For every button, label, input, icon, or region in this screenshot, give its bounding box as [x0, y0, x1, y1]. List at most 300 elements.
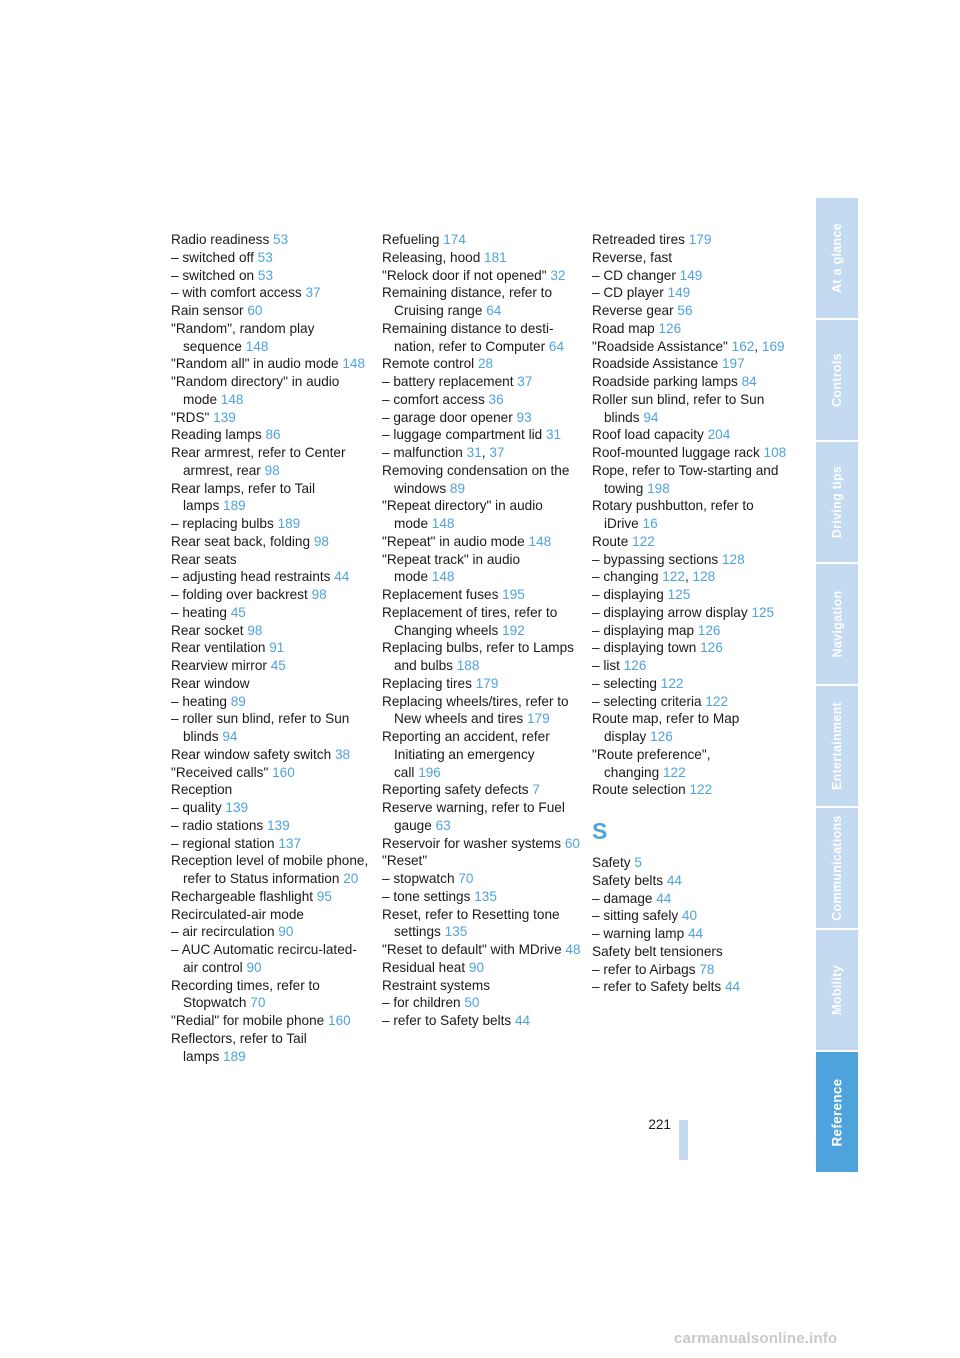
index-entry-text: – refer to Safety belts [382, 1013, 512, 1028]
index-entry-text: – for children [382, 995, 461, 1011]
index-entry [171, 1012, 371, 1030]
index-entry [171, 781, 371, 799]
index-entry [171, 284, 371, 302]
index-entry [382, 604, 582, 640]
page-reference-link[interactable]: 45 [230, 604, 246, 620]
page-reference-link[interactable]: 28 [477, 356, 494, 372]
page-reference-link[interactable]: 53 [273, 232, 289, 247]
index-entry-text: – displaying map [592, 622, 695, 638]
index-entry-text: Safety belt tensioners [592, 943, 723, 959]
page-reference-link[interactable]: 70 [458, 871, 474, 886]
page-reference-link[interactable]: 122 [662, 569, 685, 585]
index-entry-text: "Reset to default" with MDrive [382, 942, 562, 957]
page-reference-link[interactable]: 40 [681, 908, 698, 924]
tab-label: Communications [830, 815, 845, 921]
index-entry [592, 373, 792, 391]
page-reference-link[interactable]: 7 [532, 782, 540, 798]
index-entry-text: Replacing bulbs, refer to Lamps and bulbs [382, 640, 574, 673]
index-entry [592, 890, 792, 908]
page-reference-link[interactable]: 31 [466, 445, 482, 460]
page-reference-link[interactable]: 98 [264, 462, 280, 478]
index-entry-text: Reserve warning, refer to Fuel gauge [382, 800, 565, 833]
page-reference-link[interactable]: 126 [658, 320, 682, 336]
index-entry-text: – AUC Automatic recircu-lated-air control [171, 942, 357, 975]
page-reference-link[interactable]: 135 [474, 888, 497, 904]
index-entry [171, 941, 371, 977]
page-reference-link[interactable]: 78 [699, 961, 715, 977]
index-entry [592, 284, 792, 302]
index-entry [382, 231, 582, 249]
index-entry [592, 391, 792, 427]
index-entry-text: – comfort access [382, 391, 485, 407]
index-entry-text: – displaying town [592, 640, 697, 656]
page-reference-link[interactable]: 89 [230, 693, 246, 709]
index-entry [171, 267, 371, 285]
index-entry [171, 675, 371, 693]
page-reference-link[interactable]: 60 [247, 303, 263, 318]
page-reference-link[interactable]: 5 [634, 855, 642, 870]
page-reference-link[interactable]: 162 [731, 338, 755, 354]
page-reference-link[interactable]: 44 [725, 979, 741, 995]
index-entry [382, 693, 582, 729]
page-reference-link[interactable]: 56 [677, 303, 693, 318]
index-entry [171, 852, 371, 888]
index-letter-heading: S [592, 818, 608, 844]
index-entry-text: Releasing, hood [382, 249, 481, 265]
index-entry [382, 870, 582, 888]
index-entry-text: Route map, refer to Map display [592, 711, 740, 744]
page-reference-link[interactable]: 95 [316, 888, 332, 904]
index-entry [171, 639, 371, 657]
index-entry [382, 320, 582, 356]
index-entry [592, 551, 792, 569]
index-entry-text: Residual heat [382, 959, 466, 975]
index-entry-text: – battery replacement [382, 374, 514, 389]
page-reference-link[interactable]: 90 [246, 959, 262, 975]
index-entry [171, 746, 371, 764]
index-entry-text: Rear ventilation [171, 640, 266, 656]
index-entry-text: – switched on [171, 267, 255, 283]
page-reference-link[interactable]: 148 [431, 516, 455, 531]
tab-reference[interactable] [816, 1052, 858, 1172]
index-entry-text: – warning lamp [592, 926, 685, 941]
index-entry-text: Recirculated-air mode [171, 906, 304, 922]
index-entry-text: – CD player [592, 285, 664, 301]
index-entry [592, 943, 792, 961]
page-reference-link[interactable]: 149 [667, 285, 691, 301]
index-entry-text: – heating [171, 693, 227, 709]
index-entry-text: – luggage compartment lid [382, 427, 543, 443]
page-reference-link[interactable]: 37 [489, 445, 505, 460]
tab-navigation[interactable] [816, 564, 858, 684]
tab-label: Driving tips [830, 465, 845, 539]
index-entry [171, 409, 371, 427]
page-reference-link[interactable]: 174 [443, 232, 466, 247]
index-entry-text: Safety belts [592, 872, 664, 888]
index-entry-text: Rain sensor [171, 303, 244, 318]
index-entry-text: Roadside Assistance [592, 356, 719, 372]
index-entry-text: Reporting an accident, refer Initiating an emergency call [382, 729, 550, 780]
index-entry [382, 728, 582, 781]
index-entry-text: – regional station [171, 835, 275, 851]
index-entry-text: Remaining distance to desti-nation, refer to Computer [382, 320, 554, 354]
page-reference-link[interactable]: 90 [278, 924, 294, 940]
index-column-1 [171, 231, 371, 1065]
index-entry-text: Rear window safety switch [171, 746, 332, 762]
index-entry-text: – radio stations [171, 817, 264, 833]
index-entry-text: Reporting safety defects [382, 782, 529, 798]
index-entry [592, 320, 792, 338]
index-entry [382, 1012, 582, 1030]
index-entry [171, 906, 371, 924]
index-entry-text: Recording times, refer to Stopwatch [171, 977, 320, 1011]
page-reference-link[interactable]: 94 [643, 409, 659, 425]
page-reference-link[interactable]: 179 [526, 711, 550, 727]
page-reference-link[interactable]: 192 [502, 622, 525, 638]
page-reference-link[interactable]: 44 [656, 890, 672, 906]
tab-label: Entertainment [830, 702, 845, 790]
index-entry [382, 462, 582, 498]
index-entry-text: "Random all" in audio mode [171, 356, 339, 372]
index-entry [382, 675, 582, 693]
index-entry-text: – list [592, 658, 620, 673]
index-entry-text: Roller sun blind, refer to Sun blinds [592, 391, 765, 425]
index-entry-text: – damage [592, 890, 653, 906]
index-entry [382, 267, 582, 285]
page-reference-link[interactable]: 139 [225, 800, 249, 815]
page-reference-link[interactable]: 126 [700, 640, 723, 656]
page-reference-link[interactable]: 32 [550, 267, 566, 283]
index-entry [171, 799, 371, 817]
page-reference-link[interactable]: 53 [257, 267, 274, 283]
index-entry [171, 622, 371, 640]
page-reference-link[interactable]: 70 [250, 995, 266, 1011]
page-reference-link[interactable]: 196 [418, 764, 441, 780]
index-entry-text: – stopwatch [382, 871, 455, 886]
page-number-bar [679, 1120, 688, 1160]
page-reference-link[interactable]: 195 [502, 587, 525, 602]
page-reference-link[interactable]: 148 [220, 391, 244, 407]
page-reference-link[interactable]: 122 [689, 782, 713, 798]
index-entry [171, 817, 371, 835]
index-entry [382, 551, 582, 587]
index-entry [171, 231, 371, 249]
index-column-3 [592, 231, 792, 996]
index-entry-text: Replacing wheels/tires, refer to New wheels and tires [382, 693, 569, 727]
page-reference-link[interactable]: 189 [223, 1048, 246, 1064]
index-entry-text: – with comfort access [171, 285, 302, 301]
page-reference-link[interactable]: 126 [697, 622, 721, 638]
index-entry-text: Replacing tires [382, 675, 472, 691]
tab-communications[interactable] [816, 808, 858, 928]
index-entry [171, 568, 371, 586]
index-entry [171, 302, 371, 320]
index-entry-text: – tone settings [382, 888, 471, 904]
tab-controls[interactable] [816, 320, 858, 440]
index-entry-text: "Repeat" in audio mode [382, 533, 525, 549]
index-entry-text: – switched off [171, 249, 254, 265]
page-reference-link[interactable]: 64 [548, 338, 565, 354]
page-reference-link[interactable]: 98 [313, 533, 329, 549]
page-reference-link[interactable]: 160 [272, 764, 295, 780]
index-entry-text: "Random", random play sequence [171, 320, 315, 354]
section-tabs [816, 198, 858, 1174]
page-number: 221 [648, 1117, 671, 1132]
page-reference-link[interactable]: 93 [516, 409, 532, 425]
index-entry-text: "Repeat directory" in audio mode [382, 498, 543, 531]
index-entry [382, 959, 582, 977]
index-entry-text: – garage door opener [382, 409, 513, 425]
tab-label: Controls [830, 353, 845, 407]
page-reference-link[interactable]: 148 [528, 533, 552, 549]
index-entry [171, 923, 371, 941]
page-reference-link[interactable]: 50 [464, 995, 480, 1011]
index-entry [382, 941, 582, 959]
index-entry-text: "Random directory" in audio mode [171, 374, 340, 407]
page-reference-link[interactable]: 37 [517, 374, 533, 389]
index-entry [171, 249, 371, 267]
index-entry-text: Remaining distance, refer to Cruising range [382, 285, 553, 318]
page-reference-link[interactable]: 204 [707, 427, 731, 443]
page-reference-link[interactable]: 122 [662, 764, 686, 780]
tab-driving-tips[interactable] [816, 442, 858, 562]
index-entry-text: Road map [592, 320, 655, 336]
page-reference-link[interactable]: 188 [456, 658, 480, 673]
index-entry-text: "Received calls" [171, 764, 269, 780]
index-entry [592, 444, 792, 462]
index-entry [592, 925, 792, 943]
index-entry [171, 444, 371, 480]
index-entry-text: – selecting [592, 675, 657, 691]
index-entry [592, 978, 792, 996]
index-entry-text: – displaying arrow display [592, 604, 748, 620]
index-entry-text: Retreaded tires [592, 232, 685, 247]
watermark: carmanualsonline.info [674, 1330, 838, 1347]
index-entry [592, 872, 792, 890]
index-entry-text: "Relock door if not opened" [382, 267, 547, 283]
index-entry-text: – air recirculation [171, 924, 275, 940]
index-entry-text: Refueling [382, 232, 440, 247]
index-entry-text: – replacing bulbs [171, 516, 274, 531]
page-reference-link[interactable]: 44 [687, 926, 704, 941]
index-entry-text: Reset, refer to Resetting tone settings [382, 906, 560, 940]
index-entry-text: Roadside parking lamps [592, 374, 738, 389]
index-entry [592, 657, 792, 675]
index-entry [592, 533, 792, 551]
page-reference-link[interactable]: 122 [705, 693, 729, 709]
page-reference-link[interactable]: 126 [650, 729, 673, 744]
index-entry [171, 888, 371, 906]
page-reference-link[interactable]: 31 [545, 427, 562, 443]
index-entry [171, 480, 371, 516]
index-entry [382, 426, 582, 444]
page-reference-link[interactable]: 38 [334, 746, 351, 762]
index-entry-text: Rear armrest, refer to Center armrest, rear [171, 445, 346, 478]
index-entry [592, 693, 792, 711]
page-reference-link[interactable]: 37 [305, 285, 321, 301]
index-entry [592, 639, 792, 657]
index-entry [382, 249, 582, 267]
index-entry [171, 835, 371, 853]
page-reference-link[interactable]: 16 [642, 516, 658, 531]
page-reference-link[interactable]: 48 [565, 942, 581, 957]
index-entry-text: Reception level of mobile phone, refer to Status information [171, 853, 369, 886]
page-reference-link[interactable]: 128 [692, 569, 716, 585]
page-reference-link[interactable]: 148 [342, 356, 366, 372]
page-reference-link[interactable]: 125 [751, 604, 775, 620]
page-reference-link[interactable]: 60 [564, 835, 580, 851]
index-entry [592, 355, 792, 373]
page-reference-link[interactable]: 89 [449, 480, 466, 496]
index-entry [592, 267, 792, 285]
page-reference-link[interactable]: 91 [269, 640, 285, 656]
page-reference-link[interactable]: 197 [721, 356, 745, 372]
index-entry-text: Roof-mounted luggage rack [592, 445, 760, 460]
index-entry [171, 373, 371, 409]
index-entry-text: Removing condensation on the windows [382, 462, 570, 496]
tab-mobility[interactable] [816, 930, 858, 1050]
page-reference-link[interactable]: 181 [484, 249, 507, 265]
index-entry [592, 426, 792, 444]
index-entry [382, 586, 582, 604]
index-entry-text: – quality [171, 800, 222, 815]
index-entry-text: – displaying [592, 587, 664, 602]
index-entry [171, 533, 371, 551]
index-entry-text: Reading lamps [171, 427, 262, 443]
page-reference-link[interactable]: 98 [247, 622, 263, 638]
index-entry-text: – sitting safely [592, 908, 679, 924]
tab-label: Reference [829, 1078, 845, 1146]
page-reference-link[interactable]: 139 [213, 409, 236, 425]
tab-label: Navigation [830, 590, 844, 658]
index-entry [592, 497, 792, 533]
index-entry-text: Reservoir for washer systems [382, 835, 562, 851]
index-entry [592, 604, 792, 622]
index-entry-text: Rechargeable flashlight [171, 888, 314, 904]
index-entry-text: Replacement fuses [382, 587, 499, 602]
page-reference-link[interactable]: 126 [623, 658, 647, 673]
index-entry [592, 622, 792, 640]
index-entry-text: Reception [171, 782, 233, 798]
index-entry [382, 355, 582, 373]
index-entry [382, 409, 582, 427]
index-entry-text: Roof load capacity [592, 427, 704, 443]
page-reference-link[interactable]: 135 [444, 924, 468, 940]
page-reference-link[interactable]: 44 [666, 872, 682, 888]
index-entry [171, 355, 371, 373]
page-reference-link[interactable]: 179 [688, 232, 712, 247]
index-entry-text: Remote control [382, 356, 475, 372]
page-reference-link[interactable]: 122 [632, 533, 655, 549]
page-reference-link[interactable]: 98 [311, 587, 327, 602]
index-entry-text: – selecting criteria [592, 693, 702, 709]
tab-at-a-glance[interactable] [816, 198, 858, 318]
index-entry [171, 586, 371, 604]
index-entry-text: Rope, refer to Tow-starting and towing [592, 462, 779, 496]
index-entry: "Roadside Assistance" 162, 169 [592, 338, 785, 354]
index-entry [592, 746, 792, 782]
page-reference-link[interactable]: 90 [468, 959, 485, 975]
index-entry [592, 302, 792, 320]
index-entry-text: Reverse gear [592, 303, 674, 318]
index-entry [382, 373, 582, 391]
page-reference-link[interactable]: 169 [761, 338, 785, 354]
index-entry-text: "Reset" [382, 853, 428, 869]
index-entry: – changing 122, 128 [592, 569, 716, 585]
page-reference-link[interactable]: 198 [647, 480, 670, 496]
page-reference-link[interactable]: 139 [266, 817, 290, 833]
index-entry-text: Reverse, fast [592, 249, 673, 265]
page-reference-link[interactable]: 137 [278, 835, 302, 851]
page-reference-link[interactable]: 44 [334, 569, 350, 585]
page-reference-link[interactable]: 108 [763, 445, 787, 460]
index-entry [382, 835, 582, 853]
page-reference-link[interactable]: 128 [721, 551, 745, 567]
index-entry-text: Safety [592, 855, 631, 870]
index-entry [592, 854, 792, 872]
index-entry [382, 977, 582, 995]
page-reference-link[interactable]: 148 [431, 569, 455, 585]
page-reference-link[interactable]: 122 [660, 675, 684, 691]
index-entry-text: – bypassing sections [592, 551, 719, 567]
page-reference-link[interactable]: 189 [223, 498, 246, 514]
page-reference-link[interactable]: 160 [328, 1013, 351, 1028]
page-reference-link[interactable]: 148 [245, 338, 269, 354]
page-reference-link[interactable]: 84 [741, 374, 757, 389]
index-entry [171, 710, 371, 746]
index-entry-text: – folding over backrest [171, 587, 308, 602]
index-entry-text: "Repeat track" in audio mode [382, 551, 521, 585]
page-reference-link[interactable]: 179 [475, 675, 499, 691]
index-entry-text: – roller sun blind, refer to Sun blinds [171, 711, 350, 744]
index-entry [171, 1030, 371, 1066]
index-entry-text: – CD changer [592, 267, 676, 283]
index-column-2 [382, 231, 582, 1030]
page-reference-link[interactable]: 63 [435, 817, 451, 833]
index-entry-text: Rear lamps, refer to Tail lamps [171, 480, 316, 514]
page-reference-link[interactable]: 125 [667, 587, 691, 602]
page-reference-link[interactable]: 20 [343, 871, 359, 886]
index-entry-text: Rearview mirror [171, 658, 267, 673]
index-entry-text: Restraint systems [382, 977, 491, 993]
index-entry [382, 284, 582, 320]
index-entry [592, 231, 792, 249]
page-reference-link[interactable]: 94 [222, 729, 238, 744]
page-reference-link[interactable]: 149 [679, 267, 703, 283]
page-reference-link[interactable]: 86 [265, 427, 281, 443]
index-entry [382, 852, 582, 870]
page-reference-link[interactable]: 64 [486, 303, 502, 318]
index-entry [592, 675, 792, 693]
tab-entertainment[interactable] [816, 686, 858, 806]
page-reference-link[interactable]: 45 [270, 658, 286, 673]
index-entry-text: Reflectors, refer to Tail lamps [171, 1030, 307, 1064]
index-entry [382, 994, 582, 1012]
index-entry-text: – changing [592, 569, 659, 585]
index-entry [171, 426, 371, 444]
tab-label: At a glance [830, 223, 844, 293]
page-reference-link[interactable]: 44 [515, 1013, 531, 1028]
page-reference-link[interactable]: 53 [257, 249, 273, 265]
tab-label: Mobility [830, 965, 844, 1015]
page-reference-link[interactable]: 189 [277, 516, 301, 531]
index-entry [592, 462, 792, 498]
index-entry-text: Rear seat back, folding [171, 533, 311, 549]
index-entry-text: Route [592, 533, 629, 549]
index-entry [592, 907, 792, 925]
index-entry-text: Rear window [171, 675, 250, 691]
page-reference-link[interactable]: 36 [488, 391, 504, 407]
